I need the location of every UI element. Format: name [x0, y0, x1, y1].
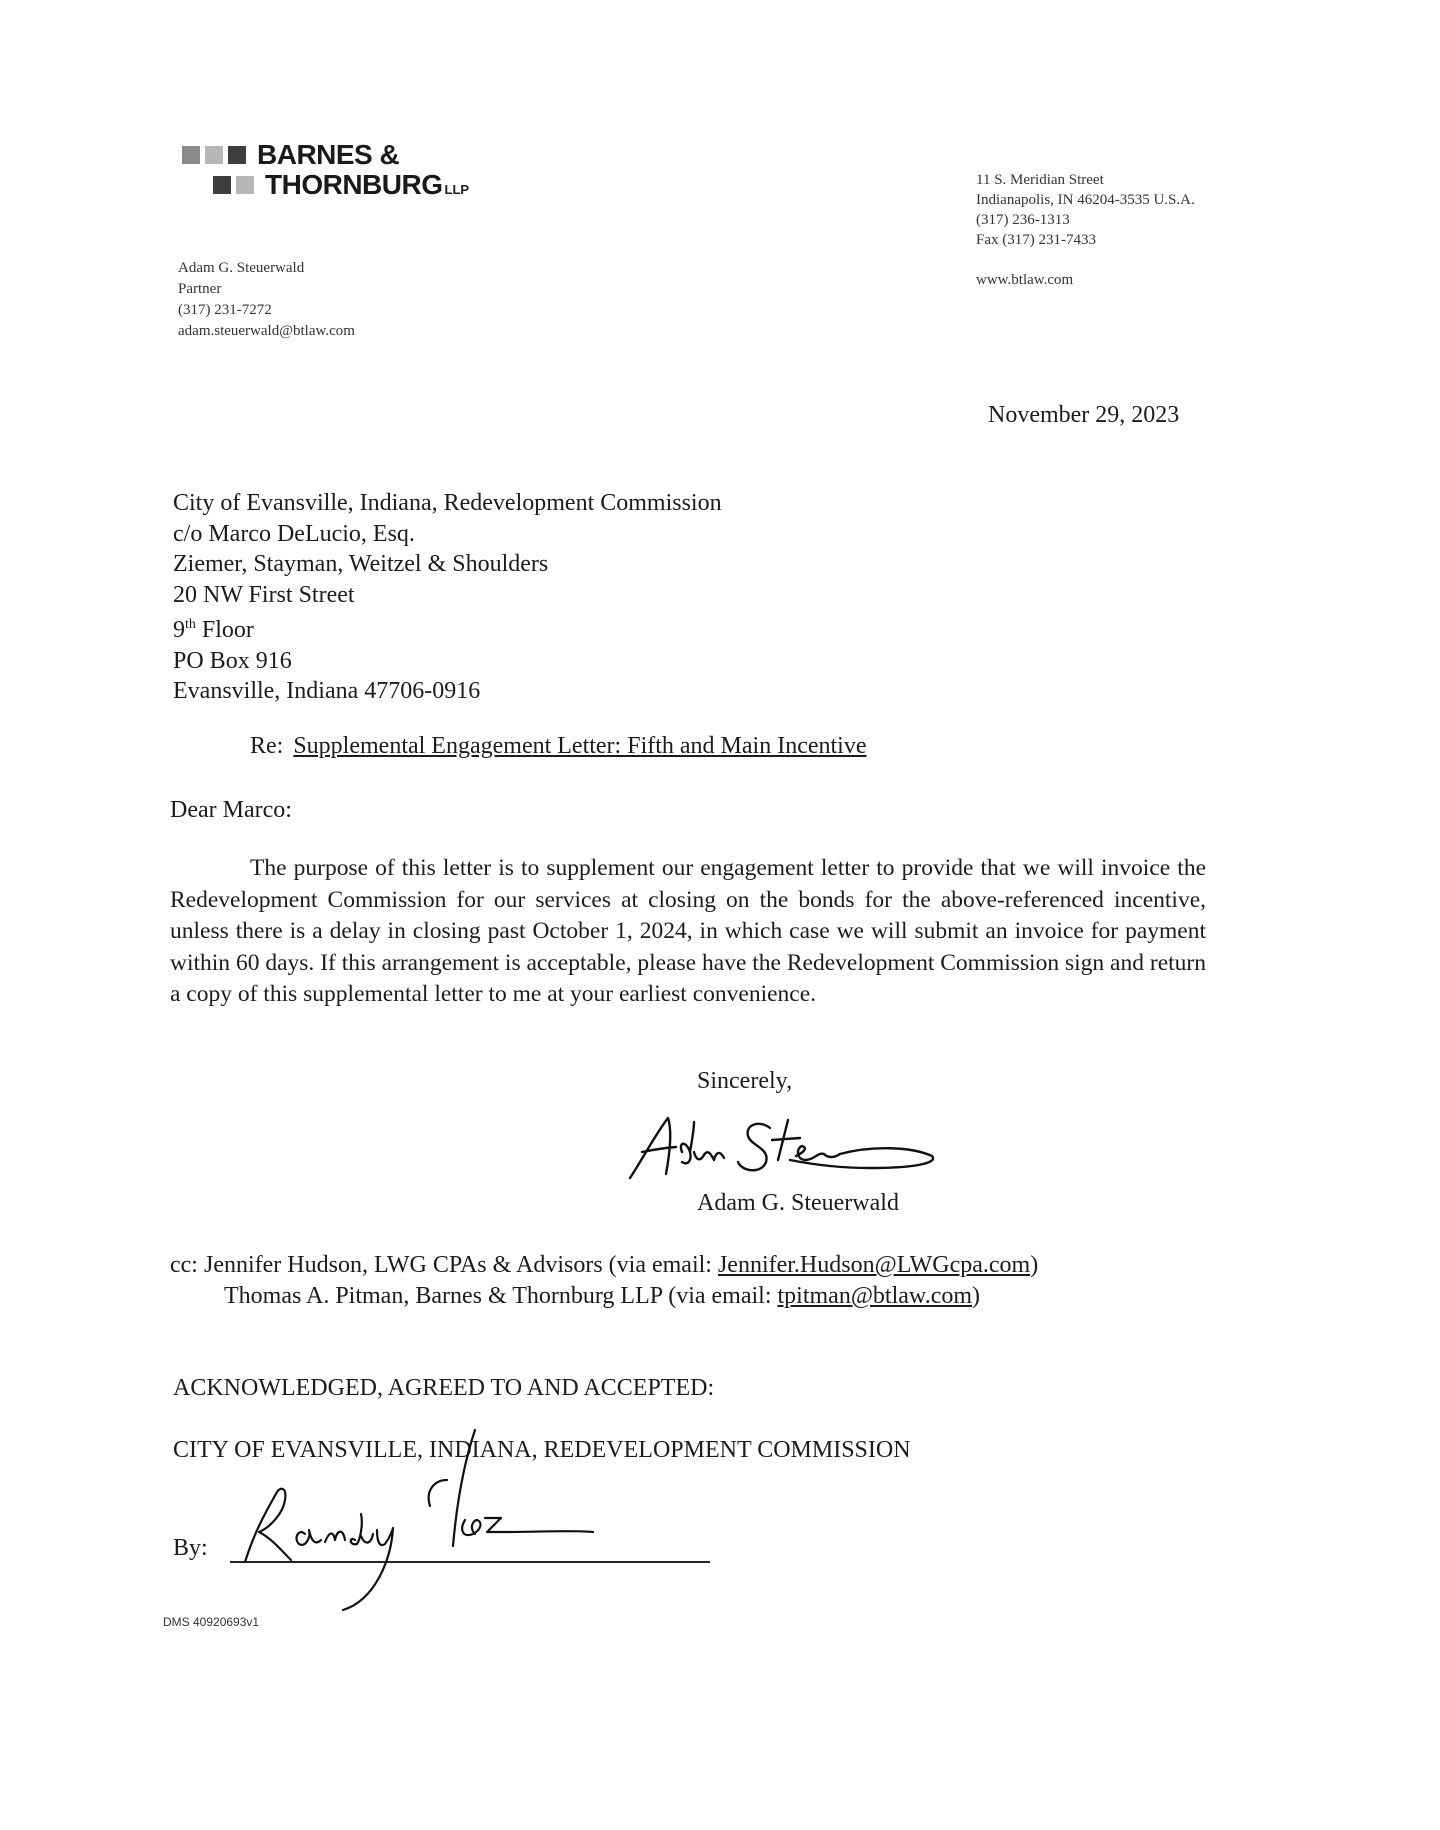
- sender-block: [178, 258, 355, 342]
- logo-suffix: LLP: [444, 182, 470, 197]
- re-subject: Supplemental Engagement Letter: Fifth and Main Incentive: [293, 733, 867, 759]
- re-label: Re:: [250, 733, 284, 759]
- logo-row-top: [182, 140, 469, 170]
- signer-signature: [620, 1100, 960, 1195]
- firm-website: www.btlaw.com: [976, 272, 1074, 288]
- firm-phone: (317) 236-1313: [976, 212, 1070, 228]
- recipient-line-6: PO Box 916: [173, 647, 292, 674]
- logo-square-icon: [236, 176, 254, 194]
- recipient-line-3: Ziemer, Stayman, Weitzel & Shoulders: [173, 551, 549, 577]
- salutation: Dear Marco:: [170, 797, 292, 823]
- cc-line-1-text: Jennifer Hudson, LWG CPAs & Advisors (via email:: [203, 1252, 718, 1278]
- cc-label: cc:: [170, 1252, 198, 1278]
- cc-line-2-end: ): [972, 1283, 981, 1309]
- logo-row-bottom: [213, 170, 469, 200]
- sender-name: Adam G. Steuerwald: [178, 260, 305, 276]
- cc-line-1-end: ): [1030, 1252, 1039, 1278]
- cc-block: [170, 1250, 1038, 1312]
- document-id: DMS 40920693v1: [163, 1615, 260, 1629]
- logo-line-1: BARNES &: [257, 139, 400, 170]
- floor-suffix: th: [185, 617, 196, 632]
- recipient-line-4: 20 NW First Street: [173, 581, 355, 608]
- firm-contact-block: [976, 170, 1195, 250]
- cc-email-link-1[interactable]: Jennifer.Hudson@LWGcpa.com: [717, 1252, 1031, 1278]
- logo-square-icon: [205, 146, 223, 164]
- floor-word: Floor: [201, 617, 254, 643]
- recipient-line-1: City of Evansville, Indiana, Redevelopment Commission: [173, 490, 722, 516]
- signer-name: Adam G. Steuerwald: [697, 1190, 899, 1216]
- cc-line-1: [170, 1250, 1038, 1281]
- logo-line-2: THORNBURG: [265, 169, 443, 200]
- logo-square-icon: [213, 176, 231, 194]
- letter-date: November 29, 2023: [988, 402, 1180, 428]
- firm-city-state: Indianapolis, IN 46204-3535 U.S.A.: [976, 192, 1195, 208]
- acknowledgement-heading: ACKNOWLEDGED, AGREED TO AND ACCEPTED:: [173, 1375, 715, 1401]
- recipient-floor: [173, 610, 722, 646]
- cc-line-2: [170, 1281, 1038, 1312]
- firm-street: 11 S. Meridian Street: [976, 172, 1104, 188]
- cc-line-2-text: Thomas A. Pitman, Barnes & Thornburg LLP (via email:: [224, 1283, 778, 1309]
- entity-name: CITY OF EVANSVILLE, INDIANA, REDEVELOPMENT COMMISSION: [173, 1437, 911, 1463]
- floor-number: 9: [173, 617, 185, 643]
- recipient-line-7: Evansville, Indiana 47706-0916: [173, 678, 481, 704]
- recipient-line-2: c/o Marco DeLucio, Esq.: [173, 520, 415, 547]
- by-label: By:: [173, 1535, 208, 1561]
- firm-logo: [182, 140, 469, 200]
- sender-title: Partner: [178, 281, 222, 297]
- cc-email-link-2[interactable]: tpitman@btlaw.com: [777, 1283, 973, 1309]
- recipient-address: [173, 488, 722, 707]
- body-paragraph: The purpose of this letter is to supplement our engagement letter to provide that we will invoice the Redevelopment Commission for our services at closing on the bonds for the above-referenced incentive, unless there is a delay in closing past October 1, 2024, in which case we will submit an invoice for payment within 60 days. If this arrangement is acceptable, please have the Redevelopment Commission sign and return a copy of this supplemental letter to me at your earliest convenience.: [170, 855, 1206, 1007]
- commission-signature: [225, 1410, 685, 1620]
- logo-square-icon: [228, 146, 246, 164]
- logo-square-icon: [182, 146, 200, 164]
- firm-fax: Fax (317) 231-7433: [976, 232, 1096, 248]
- closing: Sincerely,: [697, 1068, 793, 1094]
- sender-phone: (317) 231-7272: [178, 302, 272, 318]
- sender-email: adam.steuerwald@btlaw.com: [178, 323, 355, 339]
- re-line: [250, 733, 867, 760]
